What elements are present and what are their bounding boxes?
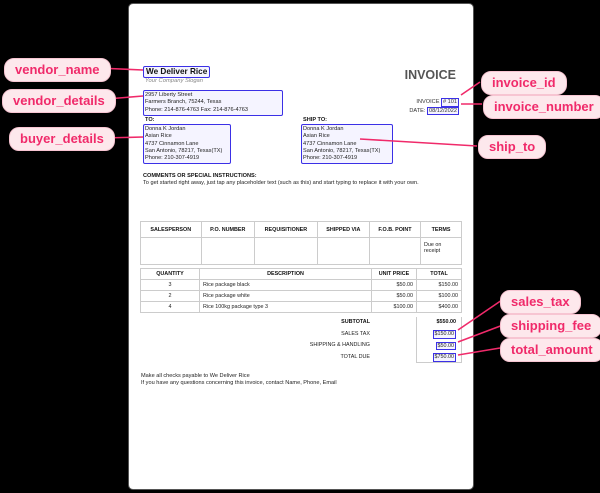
item-unit-price: $50.00: [372, 280, 417, 291]
label-vendor-details: vendor_details: [2, 89, 116, 113]
item-qty: 3: [141, 280, 200, 291]
sales-tax-value: $150.00: [434, 331, 454, 337]
header-salesperson: SALESPERSON: [141, 222, 202, 238]
comments-label: COMMENTS OR SPECIAL INSTRUCTIONS:: [143, 173, 257, 179]
vendor-city: Farmers Branch, 75244, Texas: [145, 99, 222, 106]
vendor-name: We Deliver Rice: [143, 66, 210, 78]
ship-street: 4737 Cinnamon Lane: [303, 140, 357, 147]
date-label: DATE:: [409, 107, 426, 114]
item-qty: 2: [141, 291, 200, 302]
header-po-number: P.O. NUMBER: [201, 222, 255, 238]
item-desc: Rice 100kg package type 3: [200, 302, 372, 313]
header-shipped-via: SHIPPED VIA: [317, 222, 369, 238]
label-shipping-fee: shipping_fee: [500, 314, 600, 338]
item-total: $150.00: [417, 280, 462, 291]
buyer-street: 4737 Cinnamon Lane: [145, 140, 199, 147]
item-unit-price: $50.00: [372, 291, 417, 302]
comments-text: To get started right away, just tap any placeholder text (such as this) and start typing to replace it with your own.: [143, 180, 419, 187]
terms-cell: Due on receipt: [421, 238, 462, 265]
ship-company: Asian Rice: [303, 133, 330, 140]
total-due-label: TOTAL DUE: [340, 353, 370, 360]
label-invoice-number: invoice_number: [483, 95, 600, 119]
subtotal-value: $550.00: [436, 318, 456, 325]
buyer-name: Donna K Jordan: [145, 126, 186, 132]
ship-phone: Phone: 210-307-4919: [303, 155, 358, 162]
label-sales-tax: sales_tax: [500, 290, 581, 314]
invoice-date: 08/12/2022: [429, 107, 457, 114]
invoice-id: # 101: [443, 99, 457, 105]
header-total: TOTAL: [417, 269, 462, 280]
vendor-slogan: Your Company Slogan: [145, 78, 204, 84]
item-qty: 4: [141, 302, 200, 313]
label-vendor-name: vendor_name: [4, 58, 111, 82]
total-due-value: $750.00: [434, 354, 454, 360]
header-unit-price: UNIT PRICE: [372, 269, 417, 280]
buyer-city: San Antonio, 78217, Texas(TX): [145, 147, 223, 154]
subtotal-label: SUBTOTAL: [341, 319, 370, 325]
header-fob-point: F.O.B. POINT: [369, 222, 420, 238]
item-total: $100.00: [417, 291, 462, 302]
label-total-amount: total_amount: [500, 338, 600, 362]
vendor-address: 2957 Liberty Street: [145, 92, 193, 98]
invoice-label: INVOICE: [416, 99, 440, 105]
header-description: DESCRIPTION: [200, 269, 372, 280]
header-requisitioner: REQUISITIONER: [255, 222, 318, 238]
to-label: TO:: [145, 117, 155, 123]
invoice-title: INVOICE: [404, 68, 456, 82]
item-desc: Rice package white: [200, 291, 372, 302]
buyer-company: Asian Rice: [145, 133, 172, 140]
ship-to-label: SHIP TO:: [303, 117, 328, 123]
shipping-value: $50.00: [437, 342, 454, 349]
shipping-label: SHIPPING & HANDLING: [309, 342, 370, 348]
ship-name: Donna K Jordan: [303, 126, 344, 132]
label-invoice-id: invoice_id: [481, 71, 567, 95]
item-unit-price: $100.00: [372, 302, 417, 313]
item-total: $400.00: [417, 302, 462, 313]
ship-city: San Antonio, 78217, Texas(TX): [303, 147, 381, 154]
label-ship-to: ship_to: [478, 135, 546, 159]
label-buyer-details: buyer_details: [9, 127, 115, 151]
buyer-phone: Phone: 210-307-4919: [145, 155, 200, 162]
header-terms: TERMS: [421, 222, 462, 238]
payable-note: Make all checks payable to We Deliver Rice: [141, 373, 250, 379]
vendor-phone: Phone: 214-876-4763 Fax: 214-876-4763: [145, 106, 248, 113]
header-quantity: QUANTITY: [141, 269, 200, 280]
item-desc: Rice package black: [200, 280, 372, 291]
sales-tax-label: SALES TAX: [341, 330, 370, 337]
contact-note: If you have any questions concerning this invoice, contact Name, Phone, Email: [141, 380, 337, 387]
